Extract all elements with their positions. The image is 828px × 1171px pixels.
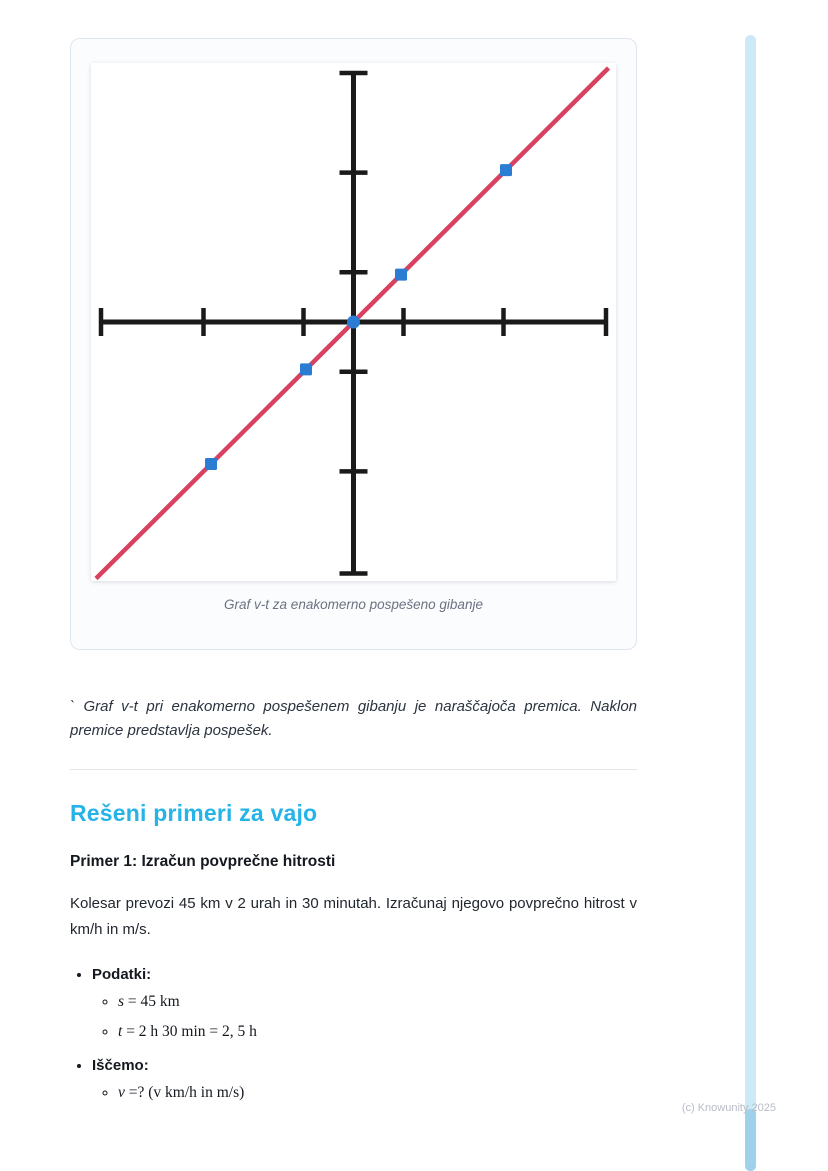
- math-variable: t: [118, 1023, 123, 1040]
- sub-list-iscemo: [92, 1084, 637, 1102]
- list-item-podatki: [92, 966, 637, 1041]
- sub-list-item: [118, 993, 637, 1011]
- figure-card: [70, 38, 637, 650]
- divider: [70, 769, 637, 770]
- math-variable: s: [118, 993, 125, 1010]
- math-variable: v: [118, 1084, 125, 1101]
- vt-graph-panel: [91, 63, 616, 581]
- data-list: [70, 966, 637, 1102]
- problem-text: Kolesar prevozi 45 km v 2 urah in 30 minutah. Izračunaj njegovo povprečno hitrost v km/h in m/s.: [70, 895, 637, 938]
- list-item-iscemo: [92, 1057, 637, 1102]
- list-label-iscemo: Iščemo:: [92, 1057, 149, 1074]
- watermark: (c) Knowunity 2025: [681, 1102, 776, 1114]
- sub-list-item: [118, 1023, 637, 1041]
- example-title: Primer 1: Izračun povprečne hitrosti: [70, 853, 336, 870]
- scrollbar-thumb[interactable]: [745, 1109, 756, 1171]
- scrollbar-track[interactable]: [745, 35, 756, 1171]
- math-expression: [118, 993, 180, 1010]
- document-content: [70, 38, 637, 1114]
- figure-caption: Graf v-t za enakomerno pospešeno gibanje: [224, 597, 483, 612]
- sub-list-item: [118, 1084, 637, 1102]
- math-rest: =? (v km/h in m/s): [124, 1084, 245, 1101]
- math-rest: = 2 h 30 min = 2, 5 h: [122, 1023, 257, 1040]
- vt-graph-svg: [91, 63, 616, 581]
- list-label-podatki: Podatki:: [92, 966, 152, 983]
- sub-list-podatki: [92, 993, 637, 1041]
- math-rest: = 45 km: [124, 993, 180, 1010]
- math-expression: [118, 1023, 257, 1040]
- summary-quote: ` Graf v-t pri enakomerno pospešenem gibanju je naraščajoča premica. Naklon premice predstavlja pospešek.: [70, 698, 637, 739]
- math-expression: [118, 1084, 244, 1101]
- section-heading: Rešeni primeri za vajo: [70, 800, 318, 826]
